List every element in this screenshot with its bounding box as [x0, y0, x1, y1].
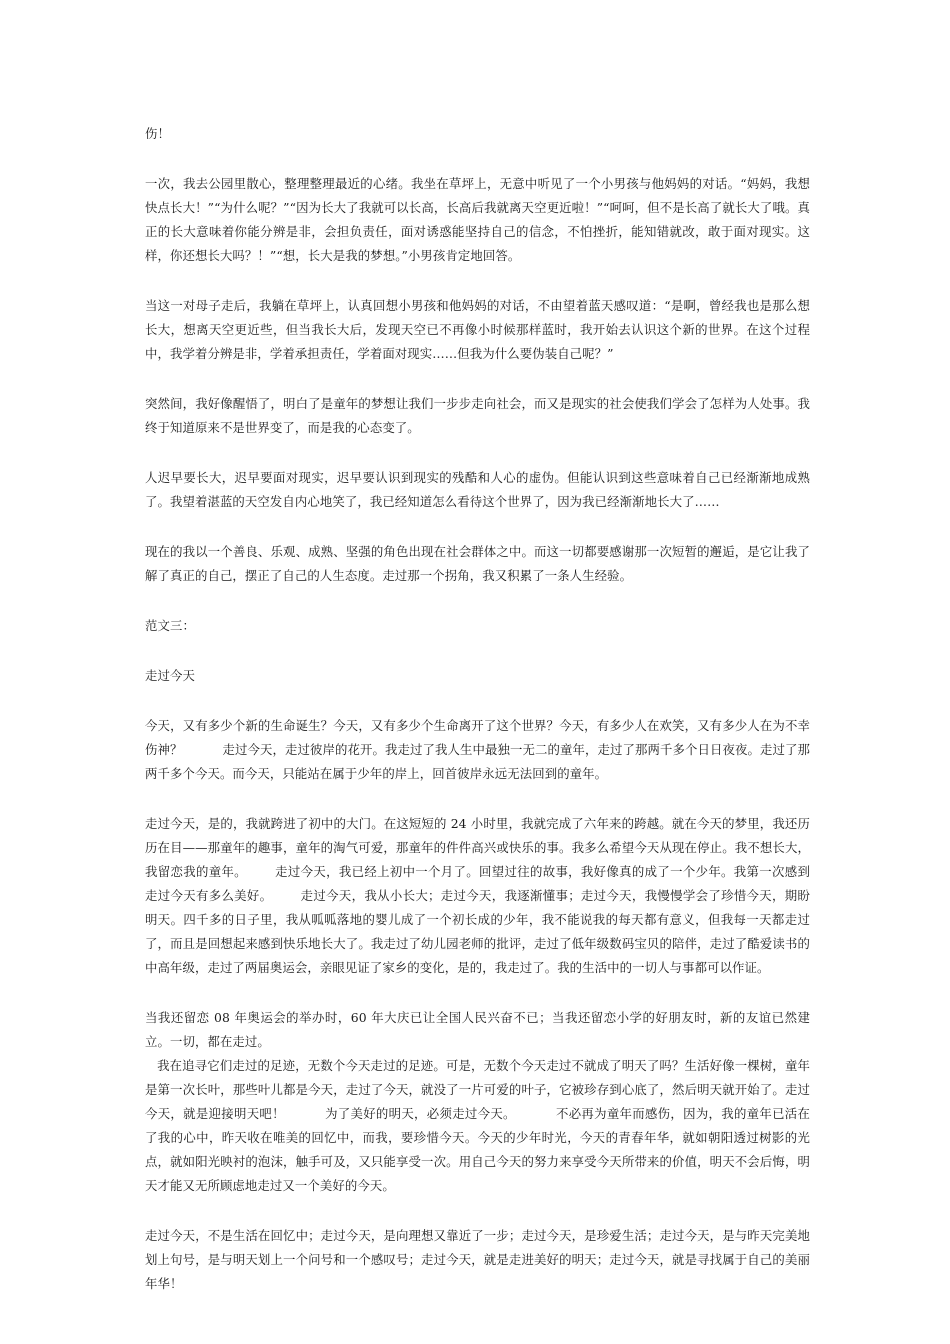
- paragraph-9-part-b: 走过今天，走过彼岸的花开。我走过了我人生中最独一无二的童年，走过了那两千多个日日夜夜。走过了那两千多个今天。而今天，只能站在属于少年的岸上，回首彼岸永远无法回到的童年。: [145, 742, 810, 781]
- document-body: [145, 122, 810, 1322]
- paragraph-5: 人迟早要长大，迟早要面对现实，迟早要认识到现实的残酷和人心的虚伪。但能认识到这些意味着自己已经渐渐地成熟了。我望着湛蓝的天空发自内心地笑了，我已经知道怎么看待这个世界了，因为我已经渐渐地长大了……: [145, 470, 810, 509]
- section-label: 范文三：: [145, 618, 195, 633]
- essay-title: 走过今天: [145, 668, 195, 683]
- paragraph-3: 当这一对母子走后，我躺在草坪上，认真回想小男孩和他妈妈的对话，不由望着蓝天感叹道：“是啊，曾经我也是那么想长大，想离天空更近些，但当我长大后，发现天空已不再像小时候那样蓝时，我开始去认识这个新的世界。在这个过程中，我学着分辨是非，学着承担责任，学着面对现实……但我为什么要伪装自己呢？”: [145, 298, 810, 361]
- paragraph-1: 伤！: [145, 126, 170, 141]
- paragraph-10: [145, 812, 810, 980]
- paragraph-2: 一次，我去公园里散心，整理整理最近的心绪。我坐在草坪上，无意中听见了一个小男孩与他妈妈的对话。“妈妈，我想快点长大！”“为什么呢？”“因为长大了我就可以长高，长高后我就离天空更近啦！”“呵呵，但不是长高了就长大了哦。真正的长大意味着你能分辨是非，会担负责任，面对诱惑能坚持自己的信念，不怕挫折，能知错就改，敢于面对现实。这样，你还想长大吗？！”“想，长大是我的梦想。”小男孩肯定地回答。: [145, 176, 810, 263]
- paragraph-11: [145, 1006, 810, 1198]
- paragraph-11-part-a: 当我还留恋 08 年奥运会的举办时，60 年大庆已让全国人民兴奋不已；当我还留恋小学的好朋友时，新的友谊已然建立。一切，都在走过。: [145, 1010, 810, 1049]
- paragraph-12: 走过今天，不是生活在回忆中；走过今天，是向理想又靠近了一步；走过今天，是珍爱生活；走过今天，是与昨天完美地划上句号，是与明天划上一个问号和一个感叹号；走过今天，就是走进美好的明天；走过今天，就是寻找属于自己的美丽年华！: [145, 1228, 810, 1291]
- paragraph-9: [145, 714, 810, 786]
- paragraph-10-part-c: 走过今天，我从小长大；走过今天，我逐渐懂事；走过今天，我慢慢学会了珍惜今天，期盼明天。四千多的日子里，我从呱呱落地的婴儿成了一个初长成的少年，我不能说我的每天都有意义，但我每一天都走过了，而且是回想起来感到快乐地长大了。我走过了幼儿园老师的批评，走过了低年级数码宝贝的陪伴，走过了酷爱读书的中高年级，走过了两届奥运会，亲眼见证了家乡的变化，是的，我走过了。我的生活中的一切人与事都可以作证。: [145, 888, 811, 975]
- paragraph-11-part-c: 为了美好的明天，必须走过今天。: [324, 1106, 516, 1121]
- paragraph-9-part-a: 今天，又有多少个新的生命诞生？今天，又有多少个生命离开了这个世界？今天，有多少人在欢笑，又有多少人在为不幸伤神？: [145, 718, 810, 757]
- paragraph-6: 现在的我以一个善良、乐观、成熟、坚强的角色出现在社会群体之中。而这一切都要感谢那一次短暂的邂逅，是它让我了解了真正的自己，摆正了自己的人生态度。走过那一个拐角，我又积累了一条人生经验。: [145, 544, 810, 583]
- paragraph-11-part-d: 不必再为童年而感伤，因为，我的童年已活在了我的心中，昨天收在唯美的回忆中，而我，要珍惜今天。今天的少年时光，今天的青春年华，就如朝阳透过树影的光点，就如阳光映衬的泡沫，触手可及，又只能享受一次。用自己今天的努力来享受今天所带来的价值，明天不会后悔，明天才能又无所顾虑地走过又一个美好的今天。: [145, 1106, 811, 1193]
- paragraph-11-part-b: 我在追寻它们走过的足迹，无数个今天走过的足迹。可是，无数个今天走过不就成了明天了吗？生活好像一棵树，童年是第一次长叶，那些叶儿都是今天，走过了今天，就没了一片可爱的叶子，它被珍存到心底了，然后明天就开始了。走过今天，就是迎接明天吧！: [145, 1058, 810, 1121]
- paragraph-4: 突然间，我好像醒悟了，明白了是童年的梦想让我们一步步走向社会，而又是现实的社会使我们学会了怎样为人处事。我终于知道原来不是世界变了，而是我的心态变了。: [145, 396, 810, 435]
- paragraph-10-part-a: 走过今天，是的，我就跨进了初中的大门。在这短短的 24 小时里，我就完成了六年来的跨越。就在今天的梦里，我还历历在目——那童年的趣事，童年的淘气可爱，那童年的件件高兴或快乐的事。我多么希望今天从现在停止。我不想长大，我留恋我的童年。: [145, 816, 810, 879]
- paragraph-10-part-b: 走过今天，我已经上初中一个月了。回望过往的故事，我好像真的成了一个少年。我第一次感到走过今天有多么美好。: [145, 864, 810, 903]
